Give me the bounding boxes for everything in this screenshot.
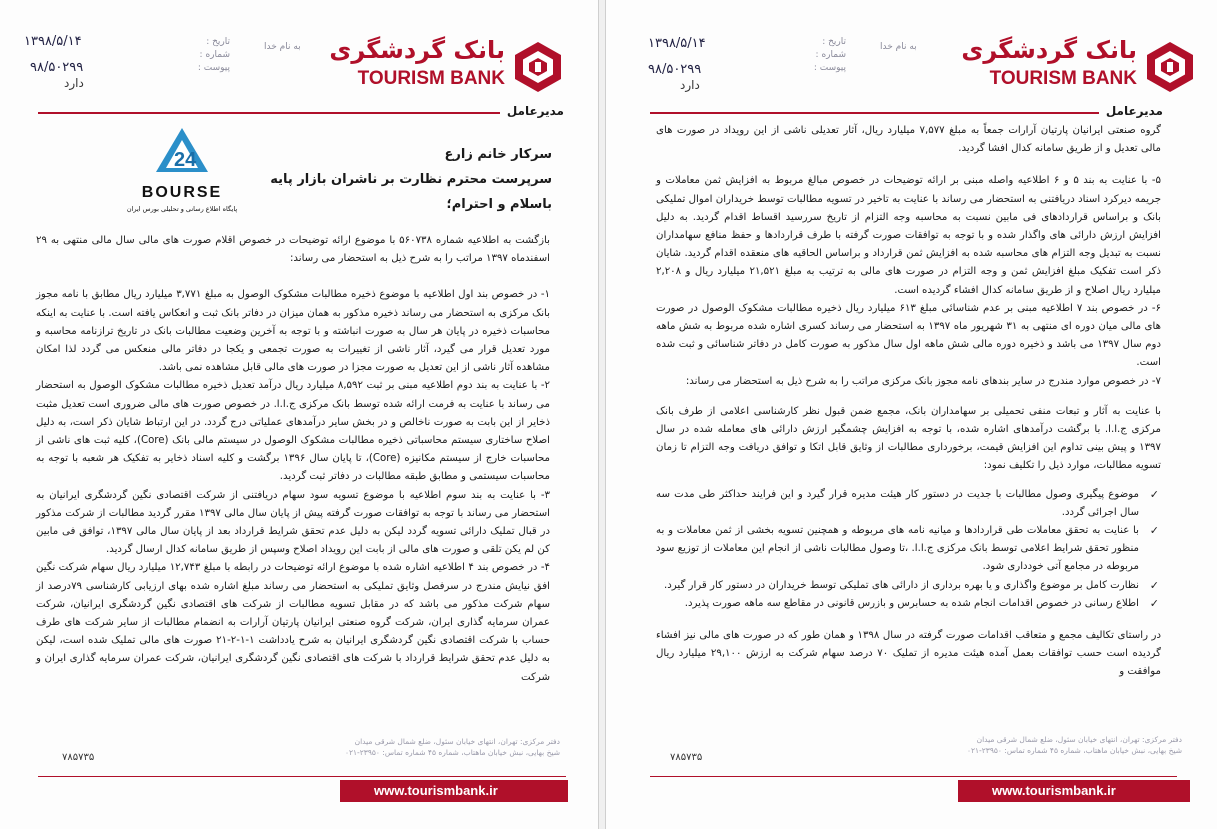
checkmark-icon: ✓ [1149,524,1159,538]
letter-date: ۱۳۹۸/۵/۱۴ [648,36,706,51]
footer-rule [650,776,1177,777]
bank-name-fa: بانک گردشگری [329,36,505,64]
letter-number: ۹۸/۵۰۲۹۹ [30,60,84,75]
department-title: مدیرعامل [506,104,564,118]
paragraph-1: ۱- در خصوص بند اول اطلاعیه با موضوع ذخیره مطالبات مشکوک الوصول به مبلغ ۳,۷۷۱ میلیارد ریال مطابق با نامه مجوز بانک مرکزی به استحضار می رساند ذخیره مذکور به همان میزان در دفاتر بانک ثبت و انعکاس یافته است. با عنایت به اینکه محاسبات ذخیره در پایان هر سال به صورت انباشته و با توجه به آخرین وضعیت مطالبات بانک در تاریخ ترازنامه محاسبه و مورد تعدیل قرار می گیرد، آثار ناشی از تغییرات به صورت تجمعی و یکجا در دفاتر مالی منعکس می گردد لذا امکان مشاهده آثار ناشی از این تعدیل به صورت مجزا در صورت های مالی قابل مشاهده نمی باشد. [36,289,551,374]
tourism-bank-logo [952,36,1197,96]
meta-labels [130,36,230,75]
bank-emblem-icon [1143,40,1197,94]
bourse-logo-icon [128,126,236,216]
bank-website: www.tourismbank.ir [992,783,1116,798]
footer-rule [38,776,566,777]
paragraph-2: ۲- با عنایت به بند دوم اطلاعیه مبنی بر ثبت ۸,۵۹۲ میلیارد ریال درآمد تعدیل ذخیره مطالبات مشکوک الوصول به استحضار می رساند با عنایت به فرمت ارائه شده توسط بانک مرکزی ج.ا.ا. در خصوص صورت های مالی ضروری است تعدیل مثبت ذخایر از این بابت به صورت ناخالص و در بخش سایر درآمدهای عملیاتی درج گردد. در این ارتباط شایان ذکر است، به دلیل اصلاح ساختاری سیستم محاسباتی ذخیره مطالبات مشکوک الوصول در سیستم مالی بانک (Core)، کلیه ثبت های ناشی از محاسبات خارج از سیستم مکانیزه (Core)، تا پایان سال ۱۳۹۶ برگشت و کلیه اسناد ذخایر به تفکیک هر شعبه با توجه به محاسبات سیستمی و مطابق طبقه مطالبات در دفاتر ثبت گردید. [36,380,551,483]
besm-allah: به نام خدا [880,42,917,52]
header-rule [38,112,500,114]
checklist-text: اطلاع رسانی در خصوص اقدامات انجام شده به حسابرس و بازرس قانونی در مقاطع سه ماهه صورت پذیرد. [684,597,1139,609]
recipient-title: سرپرست محترم نظارت بر ناشران بازار پایه [270,172,552,187]
department-title: مدیرعامل [1105,104,1163,118]
letter-page-2 [606,0,1217,829]
bank-name-fa: بانک گردشگری [961,36,1137,64]
letter-attachment: دارد [680,78,700,92]
footer-bar [958,780,1190,802]
bank-emblem-icon [511,40,565,94]
checklist-item [656,486,1161,522]
svg-text:24: 24 [174,149,197,171]
bourse-word: BOURSE [141,184,223,201]
besm-allah: به نام خدا [264,42,301,52]
bourse-subtitle: پایگاه اطلاع رسانی و تحلیلی بورس ایران [126,205,238,213]
bank-name-en: TOURISM BANK [989,68,1137,89]
paragraph-6: ۶- در خصوص بند ۷ اطلاعیه مبنی بر عدم شناسائی مبلغ ۶۱۳ میلیارد ریال ذخیره مطالبات مشکوک الوصول در صورت های مالی میان دوره ای منتهی به ۳۱ شهریور ماه ۱۳۹۷ به استحضار می رساند کسری اشاره شده مربوط به شش ماهه دوم سال ۱۳۹۷ می باشد و ذخیره دوره مالی شش ماهه اول سال مذکور به صورت کامل در دفاتر شناسائی و ثبت شده است. [656,302,1162,369]
paragraph-4: ۴- در خصوص بند ۴ اطلاعیه اشاره شده با موضوع ارائه توضیحات در رابطه با مبلغ ۱۲,۷۴۳ میلیارد ریال سهام شرکت نگین افق نیایش مندرج در سرفصل وثایق تملیکی به استحضار می رساند مبلغ اشاره شده بهای ارزیابی کارشناسی ۷۹درصد از سهام شرکت مذکور می باشد که در مقابل تسویه مطالبات از شرکت های اقتصادی نگین گردشگری ایرانیان، شرکت عمران سرمایه گذاری ایران، شرکت گروه صنعتی ایرانیان پارتیان آرارات به انضمام مطالبات از سایر شرکت های طرف حساب با شرکت اقتصادی نگین گردشگری ایرانیان به شرح یادداشت ۱-۱-۲-۲۱ صورت های مالی تملیک شده است، لیکن به دلیل عدم تحقق شرایط قرارداد با شرکت های اقتصادی نگین گردشگری ایرانیان، شرکت عمران سرمایه گذاری ایران و شرکت [36,562,551,683]
office-address: دفتر مرکزی: تهران، انتهای خیابان سئول، ضلع شمال شرقی میدان شیخ بهایی، نبش خیابان ماهتاب، شماره ۴۵ شماره تماس: ۲۳۹۵۰-۰۲۱ [966,735,1182,755]
office-address: دفتر مرکزی: تهران، انتهای خیابان سئول، ضلع شمال شرقی میدان شیخ بهایی، نبش خیابان ماهتاب، شماره ۴۵ شماره تماس: ۲۳۹۵۰-۰۲۱ [344,737,560,757]
attachment-label: پیوست : [813,63,846,73]
continuation-paragraph: گروه صنعتی ایرانیان پارتیان آرارات جمعاً به مبلغ ۷,۵۷۷ میلیارد ریال، آثار تعدیلی ناشی از این رویداد در صورت های مالی تعدیل و از طریق سامانه کدال افشا گردید. [656,125,1161,155]
attachment-label: پیوست : [197,63,230,73]
paragraph-3: ۳- با عنایت به بند سوم اطلاعیه با موضوع تسویه سود سهام دریافتنی از شرکت اقتصادی نگین گردشگری ایرانیان به استحضار می رساند با توجه به توافقات صورت گرفته پیش از پایان سال مالی ۱۳۹۷ مقرر گردید مطالبات از شرکت مذکور در قبال تملیک دارائی تسویه گردد لیکن به دلیل عدم تحقق شرایط قرارداد بعد از پایان سال مالی ۱۳۹۷، توافق فی مابین کن لم یکن تلقی و صورت های مالی از بابت این رویداد اصلاح وسپس از طریق سامانه کدال ارسال گردید. [36,489,550,556]
checklist-item [656,595,1161,613]
header-rule [650,112,1099,114]
stamp-number: ۷۸۵۷۳۵ [62,752,95,763]
letter-page-1 [0,0,598,829]
number-label: شماره : [815,50,846,60]
page-gap [598,0,606,829]
letter-body [656,122,1161,682]
stamp-number: ۷۸۵۷۳۵ [670,752,703,763]
tourism-bank-logo [320,36,565,96]
closing-paragraph: در راستای تکالیف مجمع و متعاقب اقدامات صورت گرفته در سال ۱۳۹۸ و همان طور که در صورت های مالی نیز افشاء گردیده است حسب توافقات بعمل آمده هیئت مدیره از تملیک ۷۰ درصد سهام شرکت به ارزش ۲۹,۱۰۰ میلیارد ریال موافقت و [656,630,1161,678]
bank-website: www.tourismbank.ir [374,783,498,798]
footer-bar [340,780,568,802]
checkmark-icon: ✓ [1149,596,1159,610]
meta-labels [746,36,846,75]
recipient-name: سرکار خانم زارع [444,147,552,162]
paragraph-7: ۷- در خصوص موارد مندرج در سایر بندهای نامه مجوز بانک مرکزی مراتب را به شرح ذیل به استحضار می رساند: [685,375,1161,387]
assembly-checklist [656,486,1161,613]
checklist-text: موضوع پیگیری وصول مطالبات با جدیت در دستور کار هیئت مدیره قرار گیرد و این فرایند حداکثر طی مدت سه سال اجرائی گردد. [656,488,1139,518]
checklist-text: نظارت کامل بر موضوع واگذاری و یا بهره برداری از دارائی های تملیکی توسط خریداران در دستور کار قرار گیرد. [664,579,1139,591]
bank-name-en: TOURISM BANK [357,68,505,89]
checkmark-icon: ✓ [1149,578,1159,592]
letter-number: ۹۸/۵۰۲۹۹ [648,62,702,77]
checkmark-icon: ✓ [1149,487,1159,501]
date-label: تاریخ : [822,37,846,47]
checklist-item [656,577,1161,595]
letter-date: ۱۳۹۸/۵/۱۴ [24,34,82,49]
date-label: تاریخ : [206,37,230,47]
paragraph-5: ۵- با عنایت به بند ۵ و ۶ اطلاعیه واصله مبنی بر ارائه توضیحات در خصوص مبالغ مربوط به افزایش ثمن معاملات و جریمه دیرکرد اسناد دریافتنی به استحضار می رساند با عنایت به تاخیر در تسویه مطالبات توسط خریداران اموال تملیکی بانک و براساس قراردادهای فی مابین نسبت به محاسبه وجه التزام از تاریخ سررسید اقساط اقدام گردید. به دلیل افزایش ارزش دارائی های واگذار شده و با توجه به توافقات صورت گرفته با طرف قراردادها و حفظ منافع سهامداران نسبت به تبدیل وجه التزام های محاسبه شده به افزایش ثمن قرارداد و براساس الحاقیه های منعقده اقدام گردید. شایان ذکر است تفکیک مبلغ افزایش ثمن و وجه التزام در صورت های مالی به ترتیب به مبلغ ۲۱,۵۲۱ میلیارد ریال و ۲,۲۰۸ میلیارد ریال اصلاح و از طریق سامانه کدال افشاء گردیده است. [656,175,1161,296]
letter-body [36,232,550,687]
greeting: باسلام و احترام؛ [446,197,552,212]
assembly-paragraph: با عنایت به آثار و تبعات منفی تحمیلی بر سهامداران بانک، مجمع ضمن قبول نظر کارشناسی اعلامی از طرف بانک مرکزی ج.ا.ا. با برگشت درآمدهای اشاره شده، با توجه به افزایش چشمگیر ارزش دارائی های معامله شده در سال ۱۳۹۷ و پیش بینی تداوم این افزایش قیمت، برخورداری مطالبات از وثایق قابل اتکا و توافق دریافت وجه التزام تا زمان تسویه مطالبات، موارد ذیل را تکلیف نمود: [656,405,1161,472]
letter-attachment: دارد [64,76,84,90]
number-label: شماره : [199,50,230,60]
checklist-text: با عنایت به تحقق معاملات طی قراردادها و میانیه نامه های مربوطه و همچنین تسویه بخشی از ثمن معاملات و به منظور تحقق شرایط اعلامی توسط بانک مرکزی ج.ا.ا. ،تا وصول مطالبات ناشی از انجام این معاملات از توزیع سود مربوطه در مجامع آتی خودداری شود. [656,525,1139,573]
recipient-block [270,142,552,217]
intro-paragraph: بازگشت به اطلاعیه شماره ۵۶۰۷۳۸ با موضوع ارائه توضیحات در خصوص اقلام صورت های مالی سال مالی منتهی به ۲۹ اسفندماه ۱۳۹۷ مراتب را به شرح ذیل به استحضار می رساند: [36,235,550,265]
checklist-item [656,522,1161,577]
